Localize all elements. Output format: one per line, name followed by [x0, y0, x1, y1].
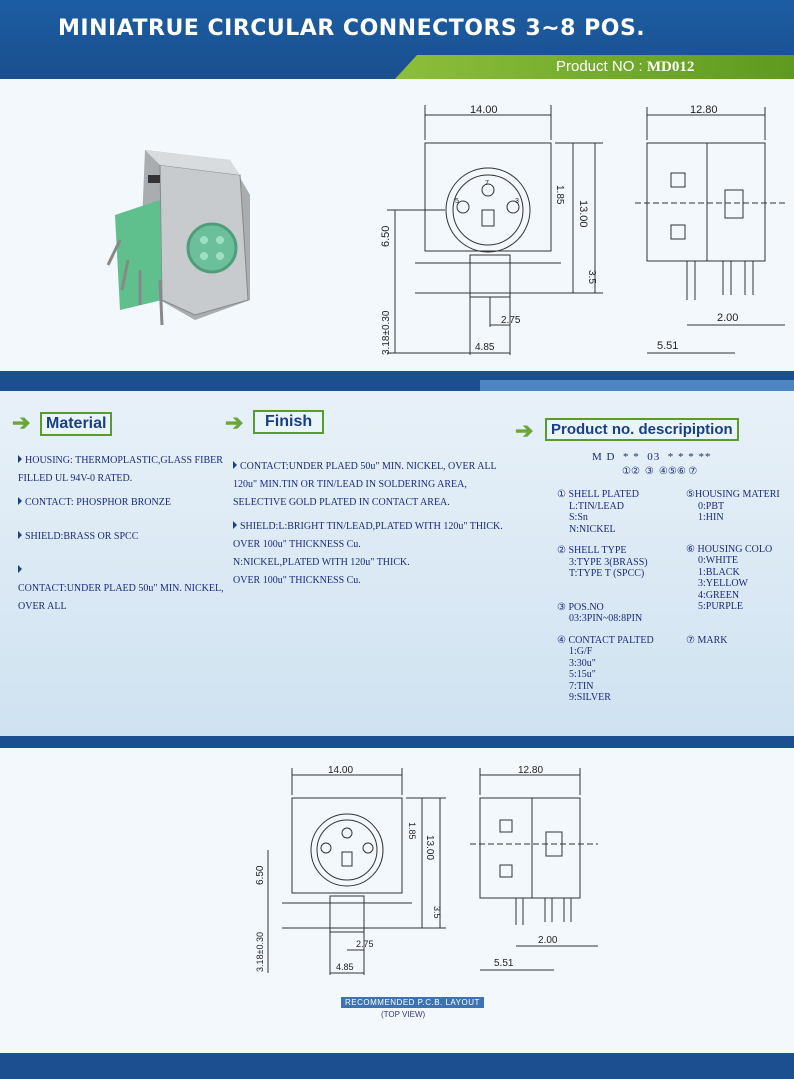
group-line: 7:TIN [569, 680, 594, 692]
group-housing-color [686, 544, 794, 613]
group-number: ① [557, 489, 566, 500]
material-arrow-icon: ➔ [12, 410, 31, 435]
side-view-drawing [635, 95, 785, 365]
finish-item: CONTACT:UNDER PLAED 50u" MIN. NICKEL, OVER ALL 120u" MIN.TIN OR TIN/LEAD IN SOLDERING AREA, SELECTIVE GOLD PLATED IN CONTACT AREA. [233, 461, 497, 508]
group-title: POS.NO [568, 601, 604, 613]
front-view-drawing [375, 95, 625, 365]
dim-2-75-label: 2.75 [501, 315, 521, 326]
group-line: 3:30u" [569, 657, 596, 669]
pcb-front-drawing [250, 760, 450, 980]
group-line: 1:BLACK [698, 566, 740, 578]
dim-width-label: 14.00 [470, 104, 498, 116]
dim-3-18-label: 3.18±0.30 [381, 310, 392, 355]
group-line: 9:SILVER [569, 692, 611, 703]
description-right-column [686, 489, 794, 646]
pin-label-7: 7 [485, 180, 489, 187]
group-title: HOUSING MATERI [694, 489, 780, 500]
material-item: CONTACT: PHOSPHOR BRONZE [25, 497, 171, 508]
group-line: 5:PURPLE [698, 601, 744, 612]
bullet-icon [233, 461, 237, 469]
product-code: MD012 [646, 59, 695, 75]
finish-item: SHIELD:L:BRIGHT TIN/LEAD,PLATED WITH 120u" THICK. OVER 100u" THICKNESS Cu. N:NICKEL,PLATED WITH 120u" THICK. OVER 100u" THICKNESS Cu. [233, 521, 503, 586]
bullet-icon [233, 521, 237, 529]
group-line: T:TYPE T (SPCC) [569, 568, 645, 579]
dim-depth-label: 12.80 [690, 104, 718, 116]
bullet-icon [18, 455, 22, 463]
group-line: L:TIN/LEAD [569, 500, 624, 512]
description-arrow-icon: ➔ [515, 418, 534, 443]
material-heading: Material [40, 412, 112, 436]
group-shell-type [557, 545, 687, 580]
group-title: MARK [697, 634, 728, 646]
dim-5-51-label: 5.51 [657, 340, 679, 352]
description-left-column [557, 489, 687, 704]
group-number: ② [557, 545, 566, 556]
pcb-side-drawing [470, 760, 600, 980]
group-title: SHELL TYPE [568, 545, 627, 556]
group-line: 3:YELLOW [698, 578, 748, 589]
pcb-dim-depth-label: 12.80 [518, 765, 544, 776]
finish-list [233, 456, 518, 588]
group-title: CONTACT PALTED [568, 634, 654, 646]
code-numbers: ①② ③ ④⑤⑥ ⑦ [622, 466, 698, 477]
bullet-icon [18, 565, 22, 573]
group-title: HOUSING COLO [697, 543, 773, 555]
finish-arrow-icon: ➔ [225, 410, 244, 435]
material-item: HOUSING: THERMOPLASTIC,GLASS FIBER FILLED UL 94V-0 RATED. [18, 455, 223, 484]
footer-band [0, 1053, 794, 1079]
pcb-dim-13-label: 13.00 [424, 835, 435, 861]
pcb-layout-label: RECOMMENDED P.C.B. LAYOUT [341, 997, 484, 1008]
group-number: ⑥ [686, 543, 695, 555]
pcb-layout-sub: (TOP VIEW) [381, 1010, 426, 1019]
pcb-dim-3-18-label: 3.18±0.30 [255, 932, 265, 972]
group-number: ⑦ [686, 634, 695, 646]
pcb-dim-2-00-label: 2.00 [538, 935, 558, 946]
finish-heading: Finish [253, 410, 324, 434]
group-line: 03:3PIN~08:8PIN [569, 613, 643, 624]
product-number-label: Product NO : [556, 58, 647, 75]
dim-2-00-label: 2.00 [717, 312, 739, 324]
group-shell-plated [557, 489, 687, 535]
group-number: ⑤ [686, 489, 695, 500]
material-item: CONTACT:UNDER PLAED 50u" MIN. NICKEL, OVER ALL [18, 583, 224, 612]
pin-label-5: 5 [455, 198, 459, 205]
bullet-icon [18, 531, 22, 539]
group-line: 3:TYPE 3(BRASS) [569, 556, 648, 568]
dim-6-50-label: 6.50 [380, 225, 392, 247]
dim-1-85-label: 1.85 [554, 185, 565, 205]
group-line: 1:G/F [569, 646, 593, 657]
bullet-icon [18, 497, 22, 505]
divider-band [0, 736, 794, 748]
group-line: 4:GREEN [698, 589, 740, 601]
group-title: SHELL PLATED [568, 489, 639, 500]
pcb-dim-width-label: 14.00 [328, 765, 354, 776]
group-line: 0:PBT [698, 500, 725, 512]
group-line: N:NICKEL [569, 523, 616, 535]
pcb-dim-3-5-label: 3.5 [432, 906, 442, 919]
material-item: SHIELD:BRASS OR SPCC [25, 531, 139, 542]
group-housing-material [686, 489, 794, 524]
description-heading: Product no. descripiption [545, 418, 739, 441]
group-number: ③ [557, 601, 566, 613]
pcb-dim-4-85-label: 4.85 [336, 962, 354, 972]
group-mark [686, 635, 794, 647]
dim-13-label: 13.00 [577, 200, 589, 228]
group-number: ④ [557, 634, 566, 646]
code-line: M D * * 03 * * * ** [592, 451, 712, 463]
connector-photo [100, 140, 270, 335]
material-list [18, 450, 228, 614]
dim-3-5-label: 3.5 [586, 270, 597, 284]
product-number [556, 58, 694, 76]
page-title: MINIATRUE CIRCULAR CONNECTORS 3~8 POS. [58, 16, 646, 41]
divider-band-accent [480, 380, 794, 391]
group-line: 0:WHITE [698, 555, 738, 566]
group-line: 1:HIN [698, 512, 724, 523]
group-line: 5:15u" [569, 669, 596, 680]
pin-label-3: 3 [515, 198, 519, 205]
pcb-dim-1-85-label: 1.85 [407, 822, 417, 840]
group-pos-no [557, 602, 687, 625]
group-contact-plated [557, 635, 687, 704]
pcb-dim-2-75-label: 2.75 [356, 939, 374, 949]
group-line: S:Sn [569, 512, 588, 523]
dim-4-85-label: 4.85 [475, 342, 495, 353]
pcb-dim-5-51-label: 5.51 [494, 958, 514, 969]
pcb-dim-6-50-label: 6.50 [255, 865, 266, 885]
